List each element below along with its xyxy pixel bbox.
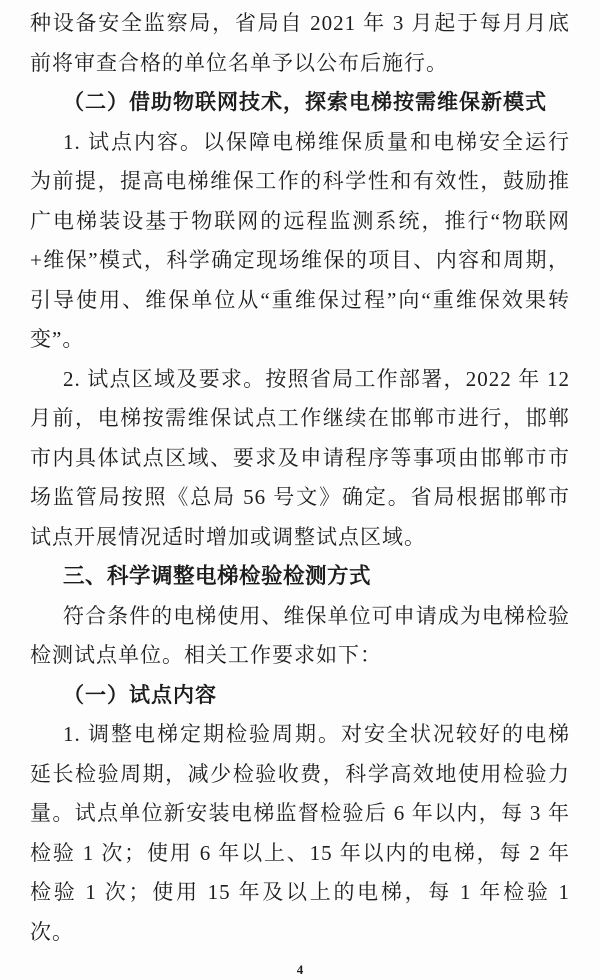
paragraph-pilot-region: 2. 试点区域及要求。按照省局工作部署，2022 年 12 月前，电梯按需维保试点工作继续在邯郸市进行，邯郸市内具体试点区域、要求及申请程序等事项由邯郸市市场监管局按照《总局 56 号文》确定。省局根据邯郸市试点开展情况适时增加或调整试点区域。 <box>30 366 570 549</box>
paragraph-inspection-cycle: 1. 调整电梯定期检验周期。对安全状况较好的电梯延长检验周期，减少检验收费，科学高效地使用检验力量。试点单位新安装电梯监督检验后 6 年以内，每 3 年检验 1 次；使用 6 年以上、15 年以内的电梯，每 2 年检验 1 次；使用 15 年及以上的电梯，每 1 年检验 1 次。 <box>30 722 570 944</box>
subsection-heading-2: （二）借助物联网技术，探索电梯按需维保新模式 <box>63 90 547 114</box>
document-body <box>30 4 570 952</box>
paragraph-continuation: 种设备安全监察局，省局自 2021 年 3 月起于每月月底前将审查合格的单位名单予以公布后施行。 <box>30 11 570 75</box>
paragraph-apply-conditions: 符合条件的电梯使用、维保单位可申请成为电梯检验检测试点单位。相关工作要求如下： <box>30 603 570 667</box>
section-heading-3: 三、科学调整电梯检验检测方式 <box>63 564 372 588</box>
paragraph-pilot-content: 1. 试点内容。以保障电梯维保质量和电梯安全运行为前提，提高电梯维保工作的科学性和有效性，鼓励推广电梯装设基于物联网的远程监测系统，推行“物联网+维保”模式，科学确定现场维保的项目、内容和周期，引导使用、维保单位从“重维保过程”向“重维保效果转变”。 <box>30 129 570 351</box>
subsection-heading-1: （一）试点内容 <box>63 682 217 707</box>
page-number: 4 <box>296 962 304 977</box>
